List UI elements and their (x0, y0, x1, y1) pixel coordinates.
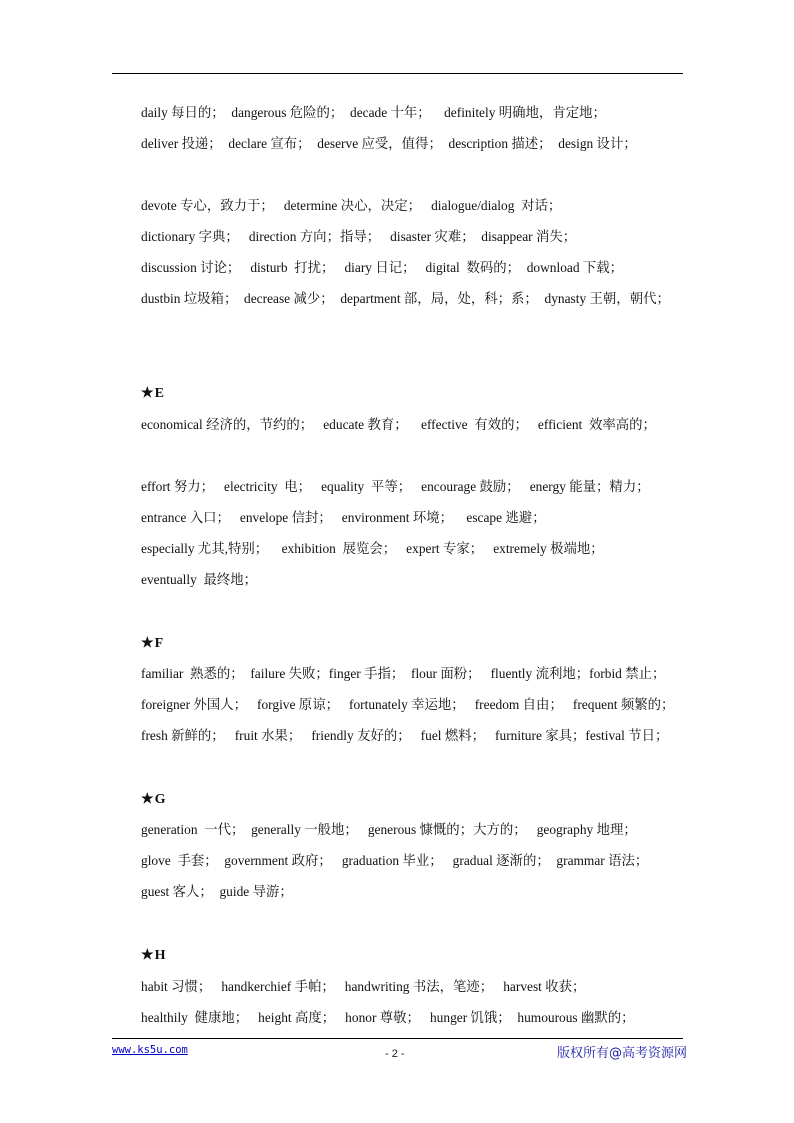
star-icon: ★ (141, 636, 154, 651)
vocab-line: entrance 入口； envelope 信封； environment 环境； escape 逃避； (141, 510, 546, 525)
vocab-line: generation 一代； generally 一般地； generous 慷慨的；大方的； geography 地理； (141, 822, 637, 837)
vocab-line: effort 努力； electricity 电； equality 平等； encourage 鼓励； energy 能量；精力； (141, 479, 650, 494)
vocab-line: dictionary 字典； direction 方向；指导； disaster 灾难； disappear 消失； (141, 229, 577, 244)
vocab-line: dustbin 垃圾箱； decrease 减少； department 部，局，处，科；系； dynasty 王朝，朝代； (141, 291, 670, 306)
vocab-line: economical 经济的，节约的； educate 教育； effective 有效的； efficient 效率高的； (141, 417, 656, 432)
vocab-line: foreigner 外国人； forgive 原谅； fortunately 幸运地； freedom 自由； frequent 频繁的； (141, 697, 675, 712)
section-heading-h: ★H (141, 948, 166, 963)
vocab-line: devote 专心，致力于； determine 决心，决定； dialogue/dialog 对话； (141, 198, 562, 213)
vocab-line: glove 手套； government 政府； graduation 毕业； gradual 逐渐的； grammar 语法； (141, 853, 649, 868)
vocab-line: daily 每日的； dangerous 危险的； decade 十年； definitely 明确地，肯定地； (141, 105, 606, 120)
vocab-line: deliver 投递； declare 宣布； deserve 应受，值得； description 描述； design 设计； (141, 136, 637, 151)
footer-copyright: 版权所有@高考资源网 (557, 1046, 688, 1061)
section-heading-g: ★G (141, 792, 166, 807)
header-rule (112, 73, 683, 74)
vocab-line: fresh 新鲜的； fruit 水果； friendly 友好的； fuel 燃料； furniture 家具；festival 节日； (141, 728, 669, 743)
vocab-line: habit 习惯； handkerchief 手帕； handwriting 书法，笔迹； harvest 收获； (141, 979, 586, 994)
vocab-line: especially 尤其,特别； exhibition 展览会； expert 专家； extremely 极端地； (141, 541, 604, 556)
vocab-line: guest 客人； guide 导游； (141, 884, 293, 899)
section-heading-f: ★F (141, 636, 164, 651)
section-heading-e: ★E (141, 386, 164, 401)
star-icon: ★ (141, 792, 154, 807)
page-number: - 2 - (385, 1048, 405, 1060)
footer-rule (112, 1038, 683, 1039)
vocab-line: eventually 最终地； (141, 572, 258, 587)
vocab-line: discussion 讨论； disturb 打扰； diary 日记； digital 数码的； download 下载； (141, 260, 624, 275)
star-icon: ★ (141, 948, 154, 963)
footer-website-link[interactable]: www.ks5u.com (112, 1044, 188, 1056)
vocab-line: familiar 熟悉的； failure 失败；finger 手指； flour 面粉； fluently 流利地；forbid 禁止； (141, 666, 666, 681)
vocab-line: healthily 健康地； height 高度； honor 尊敬； hunger 饥饿； humourous 幽默的； (141, 1010, 635, 1025)
star-icon: ★ (141, 386, 154, 401)
